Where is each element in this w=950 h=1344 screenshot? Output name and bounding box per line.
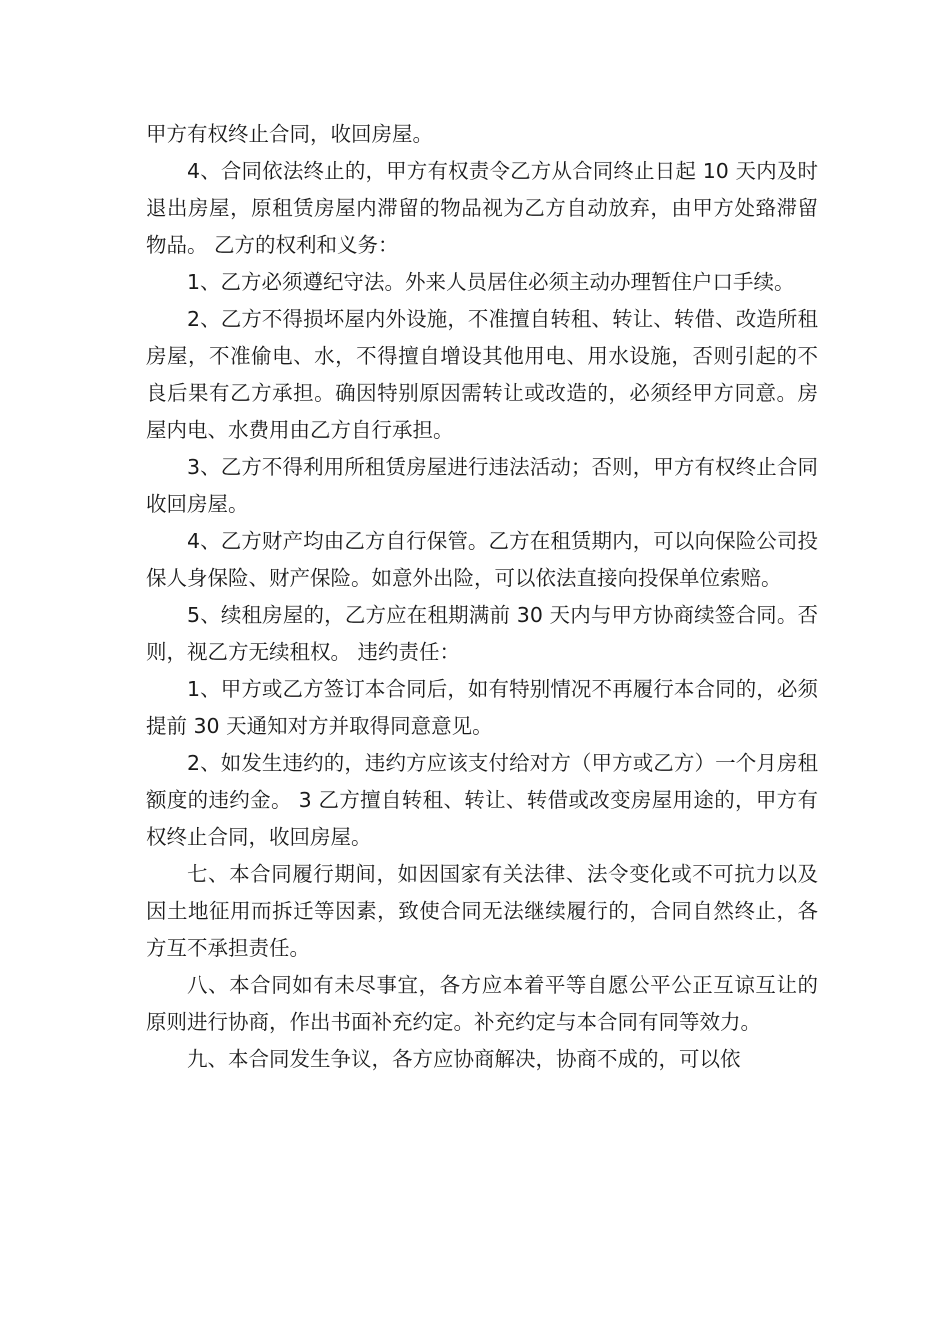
paragraph: 2、如发生违约的，违约方应该支付给对方（甲方或乙方）一个月房租额度的违约金。 3 乙方擅自转租、转让、转借或改变房屋用途的，甲方有权终止合同，收回房屋。 (146, 751, 818, 849)
paragraph: 七、本合同履行期间，如因国家有关法律、法令变化或不可抗力以及因土地征用而拆迁等因素，致使合同无法继续履行的，合同自然终止，各方互不承担责任。 (146, 862, 818, 960)
paragraph: 4、合同依法终止的，甲方有权责令乙方从合同终止日起 10 天内及时退出房屋，原租赁房屋内滞留的物品视为乙方自动放弃，由甲方处臵滞留物品。 乙方的权利和义务： (146, 159, 818, 257)
paragraph: 2、乙方不得损坏屋内外设施，不准擅自转租、转让、转借、改造所租房屋，不准偷电、水，不得擅自增设其他用电、用水设施，否则引起的不良后果有乙方承担。确因特别原因需转让或改造的，必须经甲方同意。房屋内电、水费用由乙方自行承担。 (146, 307, 818, 442)
document-body (146, 116, 818, 1078)
paragraph: 5、续租房屋的，乙方应在租期满前 30 天内与甲方协商续签合同。否则，视乙方无续租权。 违约责任： (146, 603, 818, 664)
paragraph: 1、甲方或乙方签订本合同后，如有特别情况不再履行本合同的，必须提前 30 天通知对方并取得同意意见。 (146, 677, 818, 738)
paragraph: 八、本合同如有未尽事宜，各方应本着平等自愿公平公正互谅互让的原则进行协商，作出书面补充约定。补充约定与本合同有同等效力。 (146, 973, 818, 1034)
paragraph: 甲方有权终止合同，收回房屋。 (146, 122, 433, 146)
paragraph: 3、乙方不得利用所租赁房屋进行违法活动；否则，甲方有权终止合同收回房屋。 (146, 455, 818, 516)
paragraph: 九、本合同发生争议，各方应协商解决，协商不成的，可以依 (187, 1047, 741, 1071)
paragraph: 1、乙方必须遵纪守法。外来人员居住必须主动办理暂住户口手续。 (187, 270, 795, 294)
paragraph: 4、乙方财产均由乙方自行保管。乙方在租赁期内，可以向保险公司投保人身保险、财产保险。如意外出险，可以依法直接向投保单位索赔。 (146, 529, 818, 590)
